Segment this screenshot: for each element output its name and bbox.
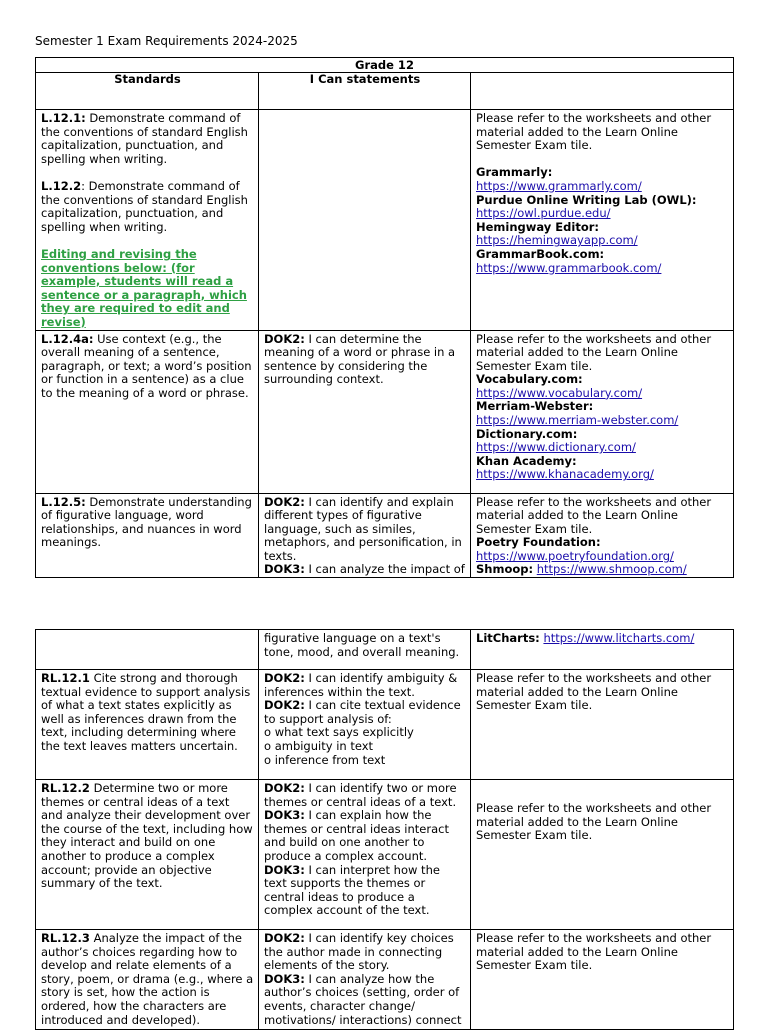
resources-cell [471,110,734,331]
grammarly-link[interactable]: https://www.grammarly.com/ [476,178,642,193]
i-can-text: I can explain how the themes or central ideas interact and build on one another to produce a complex account. [264,808,449,863]
resources-intro: Please refer to the worksheets and other material added to the Learn Online Semester Exam tile. [476,931,712,973]
resource-label: GrammarBook.com: [476,246,605,261]
standard-code: L.12.4a: [41,331,94,346]
i-can-cell [259,330,471,493]
dok-label: DOK3: [264,862,305,877]
dok-label: DOK3: [264,808,305,823]
table-row [36,493,734,578]
i-can-cell [259,630,471,670]
standard-text: Cite strong and thorough textual evidence to support analysis of what a text states explicitly as well as inferences drawn from the text, including determining where the text leaves matters uncertain. [41,671,251,753]
resources-cell [471,780,734,930]
khan-academy-link[interactable]: https://www.khanacademy.org/ [476,467,654,482]
table-row [36,630,734,670]
merriam-webster-link[interactable]: https://www.merriam-webster.com/ [476,413,679,428]
dok-label: DOK2: [264,931,305,945]
standard-code: RL.12.3 [41,931,90,945]
i-can-cell [259,670,471,780]
standard-code: L.12.5: [41,494,86,509]
dok-label: DOK2: [264,331,305,346]
dok-label: DOK3: [264,562,305,577]
resources-cell [471,670,734,780]
i-can-text: I can interpret how the text supports the themes or central ideas to produce a complex account of the text. [264,862,440,918]
table-row [36,670,734,780]
table-row [36,930,734,1030]
requirements-table-page-1 [35,57,734,578]
dok-label: DOK2: [264,781,305,795]
resources-cell [471,630,734,670]
i-can-text: I can identify ambiguity & inferences within the text. [264,671,458,699]
resources-cell [471,930,734,1030]
grammarbook-link[interactable]: https://www.grammarbook.com/ [476,260,662,275]
grade-heading: Grade 12 [36,58,734,73]
header-resources [471,73,734,110]
standard-code: RL.12.2 [41,781,90,795]
resource-label: LitCharts: [476,631,540,645]
table-row [36,110,734,331]
document-title: Semester 1 Exam Requirements 2024-2025 [35,34,298,48]
resources-intro: Please refer to the worksheets and other material added to the Learn Online Semester Exam tile. [476,494,712,536]
table-row [36,330,734,493]
bullet-item: o ambiguity in text [264,738,374,753]
resources-intro: Please refer to the worksheets and other material added to the Learn Online Semester Exam tile. [476,111,712,153]
poetry-foundation-link[interactable]: https://www.poetryfoundation.org/ [476,548,674,563]
resource-label: Hemingway Editor: [476,219,599,234]
resource-label: Poetry Foundation: [476,535,601,550]
vocabulary-link[interactable]: https://www.vocabulary.com/ [476,385,643,400]
resources-intro: Please refer to the worksheets and other material added to the Learn Online Semester Exam tile. [476,331,712,373]
i-can-cell [259,110,471,331]
standard-text: Analyze the impact of the author’s choices regarding how to develop and relate elements of a story, poem, or drama (e.g., where a story is set, how the action is ordered, how the characters are introduced and developed). [41,931,254,1027]
editing-note: Editing and revising the conventions below: (for example, students will read a sentence or a paragraph, which they are required to edit and revise) [41,246,247,329]
standard-cell [36,930,259,1030]
standard-cell [36,780,259,930]
i-can-cell [259,930,471,1030]
i-can-text: I can identify key choices the author made in connecting elements of the story. [264,931,454,973]
i-can-text: I can determine the meaning of a word or phrase in a sentence by considering the surrounding context. [264,331,456,387]
i-can-text: I can identify and explain different types of figurative language, such as similes, metaphors, and personification, in texts. [264,494,462,563]
resources-intro: Please refer to the worksheets and other material added to the Learn Online Semester Exam tile. [476,671,712,713]
resources-cell [471,330,734,493]
bullet-item: o what text says explicitly [264,725,414,740]
header-standards: Standards [36,73,259,110]
i-can-text: I can cite textual evidence to support analysis of: [264,698,461,726]
shmoop-link[interactable]: https://www.shmoop.com/ [536,562,687,577]
standard-text: Demonstrate command of the conventions of standard English capitalization, punctuation, and spelling when writing. [41,111,248,166]
resources-cell [471,493,734,578]
standard-cell [36,110,259,331]
resource-label: Dictionary.com: [476,426,578,441]
standard-cell [36,670,259,780]
requirements-table-page-2 [35,629,734,1030]
bullet-item: o inference from text [264,752,386,767]
hemingway-link[interactable]: https://hemingwayapp.com/ [476,233,638,248]
standard-code: L.12.1: [41,111,86,125]
dok-label: DOK2: [264,671,305,685]
i-can-cell [259,493,471,578]
purdue-owl-link[interactable]: https://owl.purdue.edu/ [476,206,611,221]
i-can-text: I can analyze how the author’s choices (setting, order of events, character change/ motivations/ interactions) connect [264,971,462,1027]
standard-code: RL.12.1 [41,671,90,685]
standard-code: L.12.2 [41,178,82,193]
i-can-text: I can analyze the impact of [304,562,465,577]
dictionary-link[interactable]: https://www.dictionary.com/ [476,440,636,455]
i-can-cell [259,780,471,930]
resource-label: Merriam-Webster: [476,399,594,414]
standard-text: Determine two or more themes or central ideas of a text and analyze their development over the course of the text, including how they interact and build on one another to produce a complex account; provide an objective summary of the text. [41,781,253,891]
standard-cell [36,330,259,493]
resource-label: Purdue Online Writing Lab (OWL): [476,192,697,207]
standard-cell [36,493,259,578]
standard-cell [36,630,259,670]
resource-label: Khan Academy: [476,453,577,468]
resource-label: Grammarly: [476,165,553,180]
dok-label: DOK2: [264,698,305,713]
dok-label: DOK3: [264,971,305,986]
i-can-text: I can identify two or more themes or central ideas of a text. [264,781,457,809]
resource-label: Shmoop: [476,562,534,577]
resources-intro: Please refer to the worksheets and other material added to the Learn Online Semester Exam tile. [476,801,712,843]
header-i-can-statements: I Can statements [259,73,471,110]
standard-text: Use context (e.g., the overall meaning of a sentence, paragraph, or text; a word’s position or function in a sentence) as a clue to the meaning of a word or phrase. [41,331,252,400]
standard-text: Demonstrate understanding of figurative language, word relationships, and nuances in word meanings. [41,494,252,550]
resource-label: Vocabulary.com: [476,372,583,387]
dok-label: DOK2: [264,494,305,509]
litcharts-link[interactable]: https://www.litcharts.com/ [543,631,695,645]
standard-text: : Demonstrate command of the conventions of standard English capitalization, punctuation, and spelling when writing. [41,178,248,234]
table-row [36,780,734,930]
i-can-text: figurative language on a text's tone, mood, and overall meaning. [264,631,460,659]
